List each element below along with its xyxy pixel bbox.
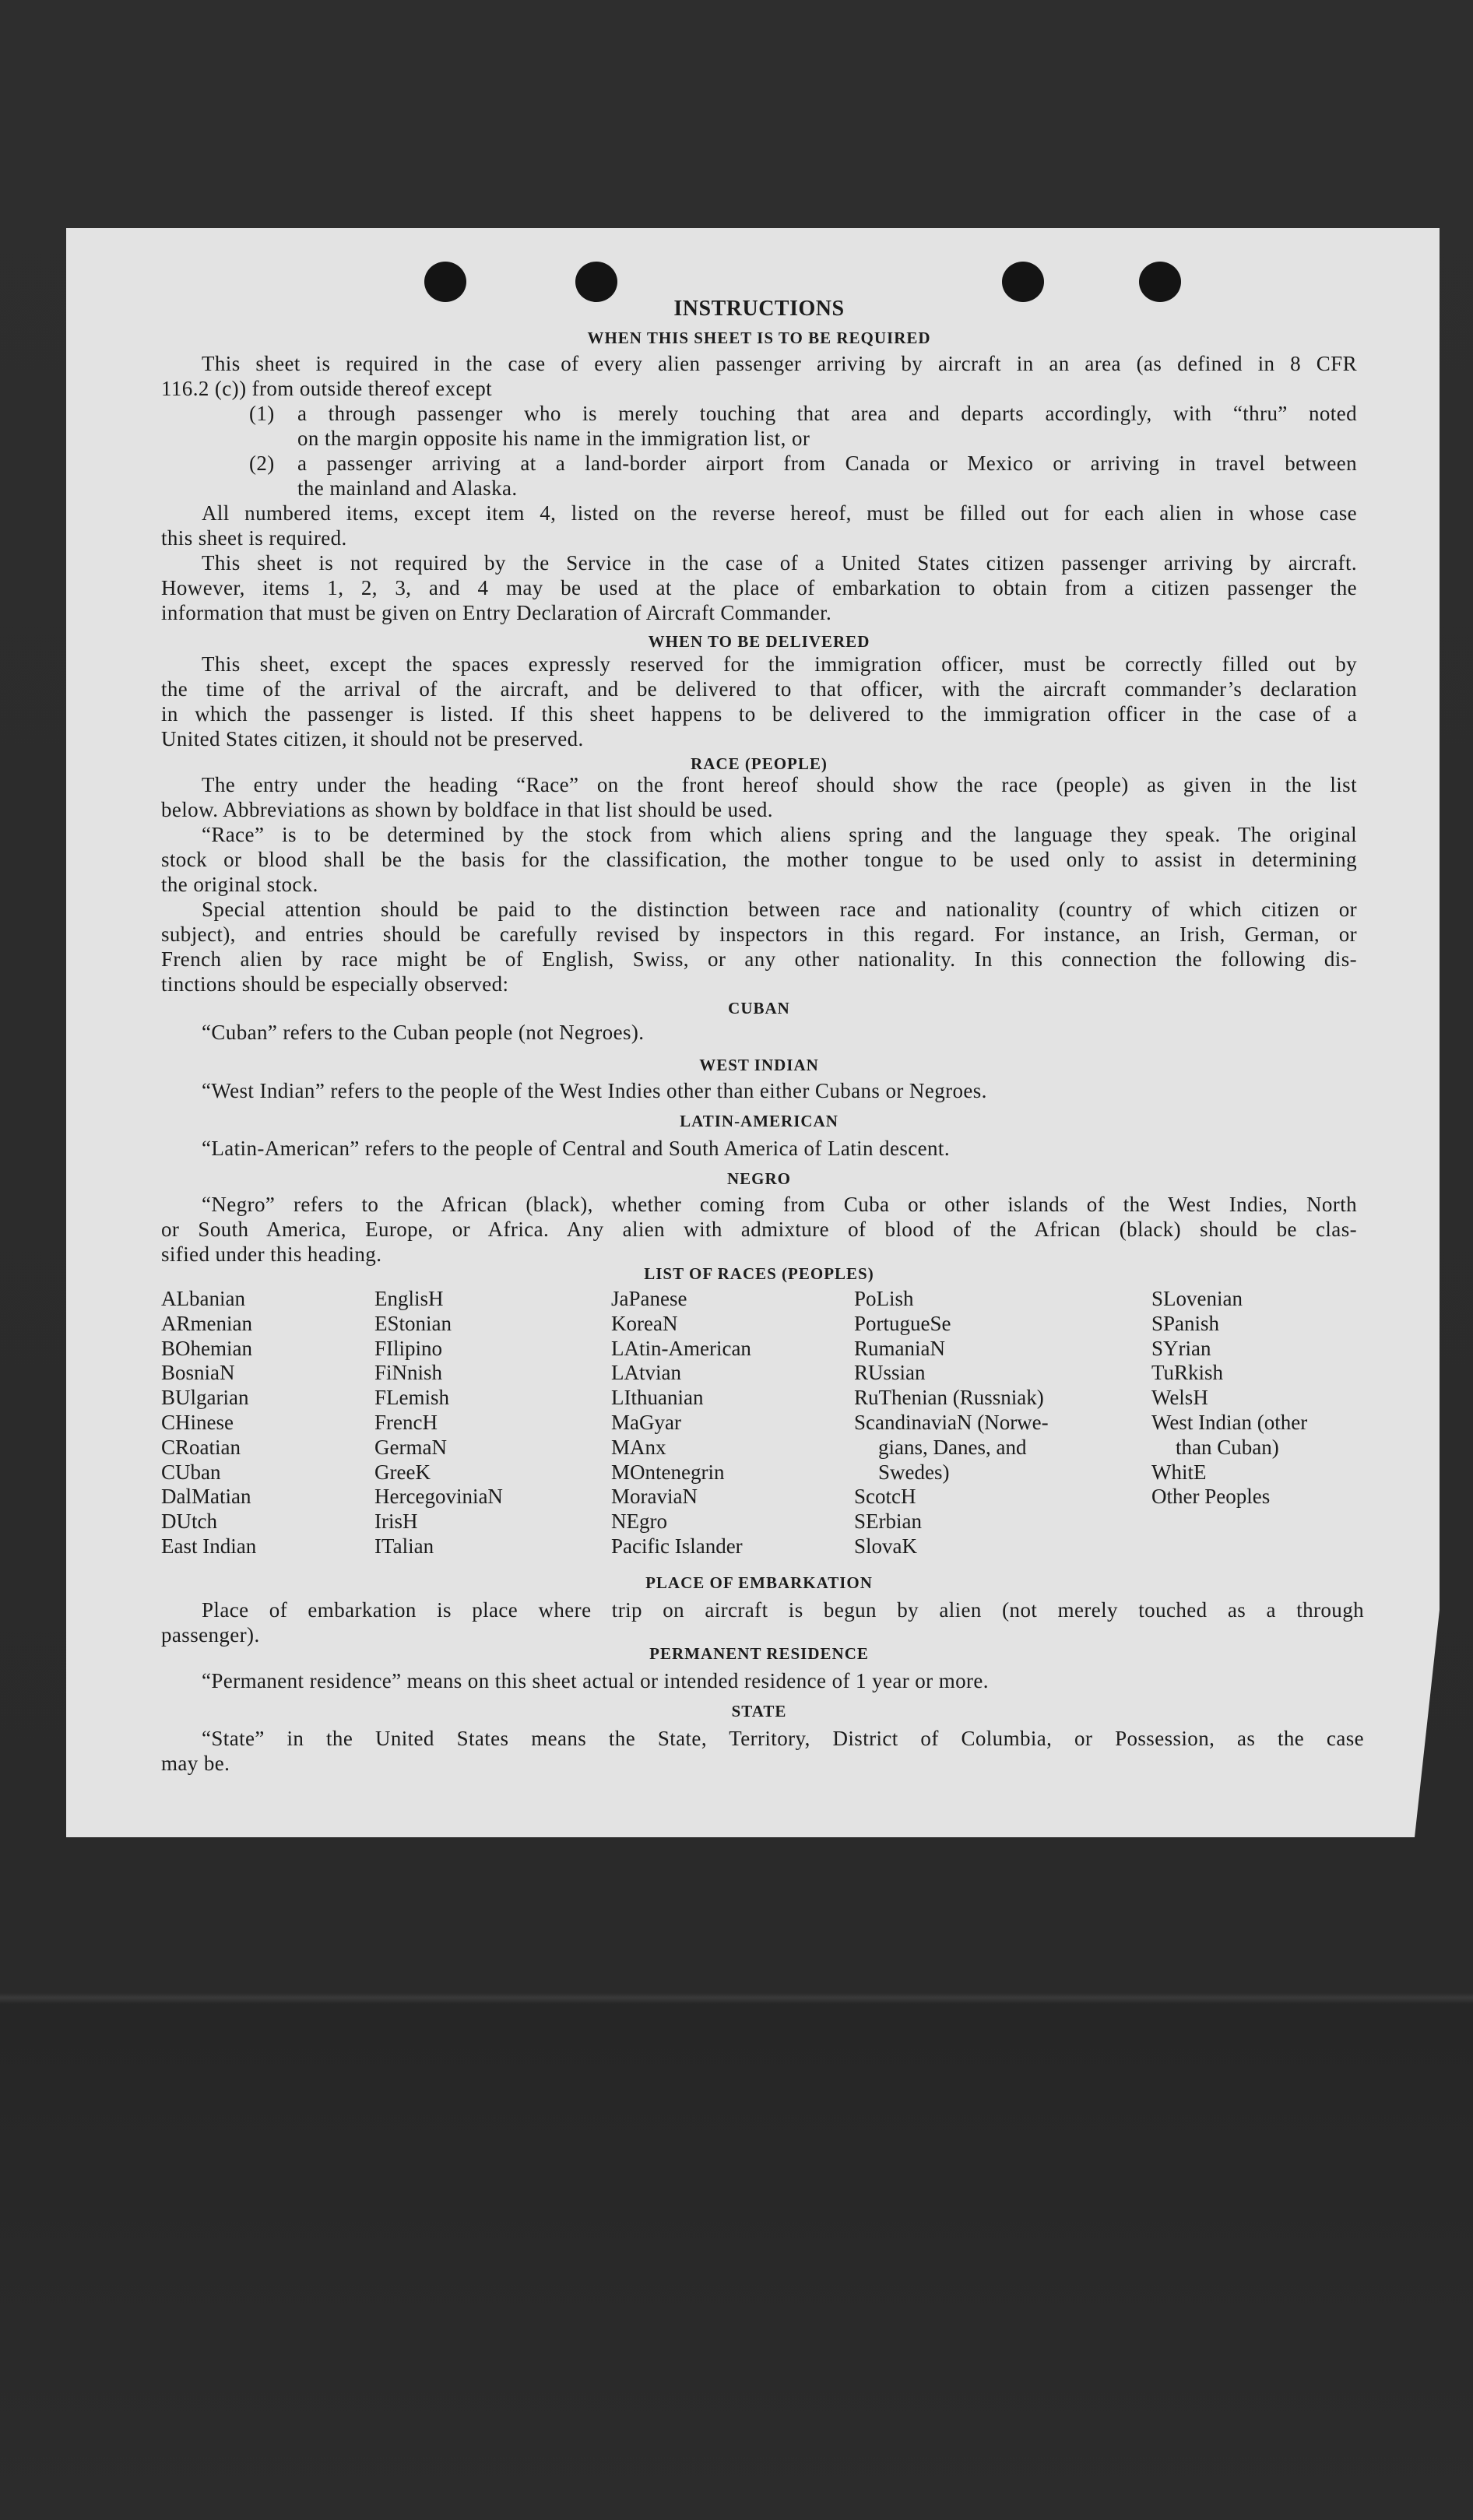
race-entry: NEgro [611,1510,667,1534]
exception-item-2 [161,451,1357,501]
paragraph-line: This sheet, except the spaces expressly reserved for the immigration officer, must be correctly filled out by [202,652,1357,676]
race-entry: CHinese [161,1410,234,1434]
paragraph-line: “Negro” refers to the African (black), whether coming from Cuba or other islands of the West Indies, North [202,1193,1357,1216]
race-entry: East Indian [161,1534,257,1558]
race-entry: BUlgarian [161,1386,249,1410]
race-entry: MOntenegrin [611,1460,725,1484]
race-entry: MAnx [611,1435,666,1459]
race-entry: LIthuanian [611,1386,704,1410]
heading-when-delivered: WHEN TO BE DELIVERED [648,632,870,651]
race-entry-continuation: Swedes) [878,1460,950,1484]
races-column-2 [374,1287,503,1559]
race-entry: SErbian [854,1510,922,1534]
paragraph-line: tinctions should be especially observed: [161,972,509,996]
races-column-3 [611,1287,751,1559]
page-title: INSTRUCTIONS [673,297,845,321]
race-entry: West Indian (other [1151,1410,1308,1434]
race-entry: SLovenian [1151,1287,1243,1310]
paragraph-line: This sheet is not required by the Service in the case of a United States citizen passenger arriving by aircraft. [202,551,1357,575]
paragraph-line: subject), and entries should be carefully revised by inspectors in this regard. For instance, an Irish, German, or [161,923,1357,946]
race-entry: Other Peoples [1151,1485,1271,1509]
section-when-required [161,351,1357,625]
heading-negro: NEGRO [726,1169,791,1188]
exception-item-1 [161,401,1357,451]
race-entry: BOhemian [161,1336,252,1360]
race-entry-continuation: than Cuban) [1176,1435,1279,1459]
heading-list-of-races: LIST OF RACES (PEOPLES) [644,1264,874,1283]
paragraph-line: stock or blood shall be the basis for the classification, the mother tongue to be used only to assist in determining [161,848,1357,871]
race-entry: WhitE [1151,1460,1207,1484]
race-entry: MoraviaN [611,1485,698,1509]
race-entry: FIlipino [374,1336,443,1360]
race-entry: ITalian [374,1534,434,1558]
race-entry: JaPanese [611,1287,687,1310]
race-entry: PoLish [854,1287,914,1310]
race-entry: GreeK [374,1460,431,1484]
paragraph-line: below. Abbreviations as shown by boldface in that list should be used. [161,798,773,821]
race-entry: KoreaN [611,1311,678,1335]
paragraph-line: the time of the arrival of the aircraft, and be delivered to that officer, with the aircraft commander’s declaration [161,677,1357,701]
races-column-5 [1151,1287,1307,1510]
paragraph-line: This sheet is required in the case of every alien passenger arriving by aircraft in an area (as defined in 8 CFR [202,352,1357,375]
race-entry-continuation: gians, Danes, and [878,1435,1027,1459]
paragraph-line: may be. [161,1752,230,1775]
race-entry: PortugueSe [854,1311,951,1335]
race-entry: FLemish [374,1386,450,1410]
race-entry: ScandinaviaN (Norwe- [854,1410,1049,1434]
race-entry: RUssian [854,1361,926,1385]
paragraph-line: The entry under the heading “Race” on the front hereof should show the race (people) as given in the list [202,773,1357,796]
race-entry: ScotcH [854,1485,916,1509]
item-number: (1) [249,402,275,425]
section-when-delivered [161,652,1357,751]
paragraph-line: sified under this heading. [161,1242,382,1266]
paragraph-line: or South America, Europe, or Africa. Any alien with admixture of blood of the African (black) should be clas- [161,1218,1357,1241]
paragraph-line: passenger). [161,1623,260,1647]
race-entry: MaGyar [611,1410,681,1434]
paragraph-line: the mainland and Alaska. [297,476,518,500]
race-entry: BosniaN [161,1361,235,1385]
section-embarkation [161,1597,1364,1647]
paragraph-line: Special attention should be paid to the distinction between race and nationality (country of which citizen or [202,898,1357,921]
race-entry: SPanish [1151,1311,1220,1335]
paragraph-line: “Race” is to be determined by the stock from which aliens spring and the language they speak. The original [202,823,1357,846]
race-entry: ALbanian [161,1287,245,1310]
race-entry: RuThenian (Russniak) [854,1386,1044,1410]
race-entry: DUtch [161,1510,217,1534]
paragraph-line: the original stock. [161,873,318,896]
west-indian-definition: “West Indian” refers to the people of the West Indies other than either Cubans or Negroes. [202,1079,987,1102]
paragraph-line: in which the passenger is listed. If this sheet happens to be delivered to the immigration officer in the case of a [161,702,1357,726]
race-entry: SYrian [1151,1336,1211,1360]
race-entry: DalMatian [161,1485,251,1509]
paragraph-line: However, items 1, 2, 3, and 4 may be used at the place of embarkation to obtain from a citizen passenger the [161,576,1357,599]
paragraph-line: on the margin opposite his name in the immigration list, or [297,427,810,450]
paragraph-line: 116.2 (c)) from outside thereof except [161,377,493,400]
paragraph-line: a passenger arriving at a land-border airport from Canada or Mexico or arriving in travel between [297,452,1357,475]
race-entry: CRoatian [161,1435,241,1459]
paragraph-line: this sheet is required. [161,526,347,550]
paragraph-line: a through passenger who is merely touching that area and departs accordingly, with “thru” noted [297,402,1357,425]
heading-west-indian: WEST INDIAN [699,1056,819,1074]
race-entry: LAtvian [611,1361,681,1385]
race-entry: EnglisH [374,1287,444,1310]
race-entry: RumaniaN [854,1336,945,1360]
section-negro [161,1192,1357,1267]
paragraph-line: information that must be given on Entry Declaration of Aircraft Commander. [161,601,832,624]
paragraph-line: United States citizen, it should not be preserved. [161,727,584,750]
paragraph-line: French alien by race might be of English, Swiss, or any other nationality. In this connection the following dis- [161,947,1357,971]
heading-state: STATE [731,1702,787,1720]
heading-cuban: CUBAN [728,999,790,1017]
race-entry: IrisH [374,1510,418,1534]
paragraph-line: All numbered items, except item 4, listed on the reverse hereof, must be filled out for each alien in whose case [202,501,1357,525]
race-entry: GermaN [374,1435,447,1459]
latin-american-definition: “Latin-American” refers to the people of Central and South America of Latin descent. [202,1137,950,1160]
race-entry: LAtin-American [611,1336,751,1360]
race-entry: SlovaK [854,1534,917,1558]
section-race [161,772,1357,996]
race-entry: HercegoviniaN [374,1485,503,1509]
race-entry: CUban [161,1460,221,1484]
race-entry: EStonian [374,1311,452,1335]
heading-race: RACE (PEOPLE) [691,754,828,773]
item-number: (2) [249,452,275,475]
heading-permanent-residence: PERMANENT RESIDENCE [649,1644,869,1663]
race-entry: FrencH [374,1410,438,1434]
races-column-1 [161,1287,256,1559]
section-state [161,1726,1364,1776]
race-entry: ARmenian [161,1311,252,1335]
race-entry: WelsH [1151,1386,1208,1410]
heading-place-of-embarkation: PLACE OF EMBARKATION [645,1573,873,1592]
races-column-4 [854,1287,1049,1559]
race-entry: Pacific Islander [611,1534,743,1558]
paragraph-line: Place of embarkation is place where trip on aircraft is begun by alien (not merely touched as a through [202,1598,1364,1622]
race-entry: TuRkish [1151,1361,1224,1385]
paragraph-line: “State” in the United States means the State, Territory, District of Columbia, or Possession, as the case [202,1727,1364,1750]
heading-latin-american: LATIN-AMERICAN [680,1112,838,1130]
residence-definition: “Permanent residence” means on this sheet actual or intended residence of 1 year or more. [202,1669,989,1692]
heading-when-required: WHEN THIS SHEET IS TO BE REQUIRED [587,329,931,347]
cuban-definition: “Cuban” refers to the Cuban people (not Negroes). [202,1021,645,1044]
race-entry: FiNnish [374,1361,443,1385]
